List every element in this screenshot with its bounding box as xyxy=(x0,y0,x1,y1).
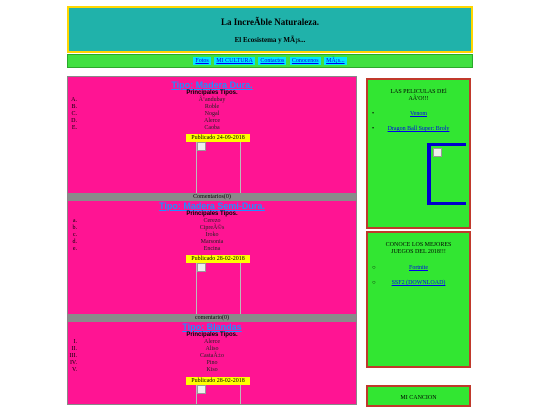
list-item: Kiso xyxy=(206,367,218,373)
song-panel-title: MI CANCION xyxy=(400,395,437,401)
list-marker: b. xyxy=(72,225,77,231)
broken-image-icon xyxy=(197,385,206,394)
movie-link-dragon-ball[interactable]: Dragon Ball Super: Broly xyxy=(387,126,450,132)
circle-bullet-icon: ○ xyxy=(372,265,376,271)
movies-panel-title: LAS PELICULAS DEl xyxy=(390,89,447,95)
list-item: CipreÃ©s xyxy=(199,225,225,231)
list-marker: B. xyxy=(71,104,77,110)
song-panel xyxy=(366,385,471,407)
bullet-icon: • xyxy=(372,126,375,132)
games-panel xyxy=(366,231,471,368)
publish-date: Publicado 28-02-2018 xyxy=(186,255,250,263)
list-marker: E. xyxy=(71,125,77,131)
movie-image xyxy=(427,143,466,205)
section-image xyxy=(196,385,241,405)
games-panel-title-2: JUEGOS DEL 2018!!! xyxy=(391,249,446,255)
list-marker: e. xyxy=(72,246,77,252)
game-link-ssf2[interactable]: SSF2 (DOWNLOAD) xyxy=(391,280,446,286)
movies-panel xyxy=(366,78,471,229)
publish-date: Publicado 24-09-2018 xyxy=(186,134,250,142)
site-title: La IncreÃble Naturaleza. xyxy=(220,17,320,27)
nav-mas-link[interactable]: MÃ¡s... xyxy=(326,58,345,64)
section-image xyxy=(196,263,241,318)
nav-conocenos-link[interactable]: Conocenos xyxy=(291,58,319,64)
main-content xyxy=(67,76,357,405)
list-item: Iroko xyxy=(205,232,219,238)
broken-image-icon xyxy=(197,142,206,151)
list-item: Alerce xyxy=(204,339,220,345)
section-subtitle: Principales Tipos. xyxy=(186,211,238,217)
section-image xyxy=(196,142,241,197)
list-item: Aliso xyxy=(205,346,219,352)
broken-image-icon xyxy=(197,263,206,272)
section-subtitle: Principales Tipos. xyxy=(186,90,238,96)
comments-link[interactable]: Comentarios(0) xyxy=(68,193,356,201)
wood-section-hard xyxy=(68,77,356,201)
games-panel-title: CONOCE LOS MEJORES xyxy=(385,242,452,248)
site-subtitle: El Ecosistema y MÃ¡s... xyxy=(234,36,306,44)
list-marker: II. xyxy=(71,346,77,352)
list-marker: a. xyxy=(72,218,77,224)
list-marker: D. xyxy=(71,118,77,124)
section-title-link[interactable]: Tipo: Madera Dura. xyxy=(171,80,253,90)
list-marker: I. xyxy=(73,339,77,345)
list-marker: c. xyxy=(72,232,77,238)
list-item: Roble xyxy=(204,104,220,110)
broken-image-icon xyxy=(433,148,442,157)
publish-date: Publicado 28-02-2018 xyxy=(186,377,250,385)
site-header xyxy=(67,6,473,53)
nav-fotos-link[interactable]: Fotos xyxy=(195,58,209,64)
list-marker: V. xyxy=(71,367,77,373)
nav-mi-cultura-link[interactable]: MI CULTURA xyxy=(216,58,253,64)
movie-link-venom[interactable]: Venom xyxy=(410,111,427,117)
section-title-link[interactable]: Tipo: Madera Semi-Dura. xyxy=(159,201,265,211)
list-item: Encina xyxy=(203,246,221,252)
list-item: Alerce xyxy=(204,118,220,124)
list-marker: IV. xyxy=(69,360,77,366)
list-marker: III. xyxy=(69,353,77,359)
list-marker: C. xyxy=(71,111,77,117)
list-item: Pino xyxy=(206,360,218,366)
list-item: Ã‘andubay xyxy=(198,97,226,103)
list-marker: A. xyxy=(71,97,77,103)
nav-contactos-link[interactable]: Contactos xyxy=(260,58,285,64)
list-item: Caoba xyxy=(204,125,220,131)
game-link-fortnite[interactable]: Fortnite xyxy=(409,265,428,271)
nav-bar xyxy=(67,54,473,68)
list-marker: d. xyxy=(72,239,77,245)
list-item: Marsonia xyxy=(200,239,224,245)
section-title-link[interactable]: Tipo: Blandas xyxy=(182,322,242,332)
wood-section-semi-hard xyxy=(68,201,356,321)
list-item: Nogal xyxy=(204,111,220,117)
wood-section-soft xyxy=(68,321,356,405)
list-item: Cerezo xyxy=(203,218,221,224)
section-subtitle: Principales Tipos. xyxy=(186,332,238,338)
movies-panel-title-2: AÃ'O!!! xyxy=(408,96,429,102)
comments-link[interactable]: comentario(0) xyxy=(68,314,356,322)
list-item: CastaÃ±o xyxy=(200,353,224,359)
circle-bullet-icon: ○ xyxy=(372,280,376,286)
bullet-icon: • xyxy=(372,111,375,117)
